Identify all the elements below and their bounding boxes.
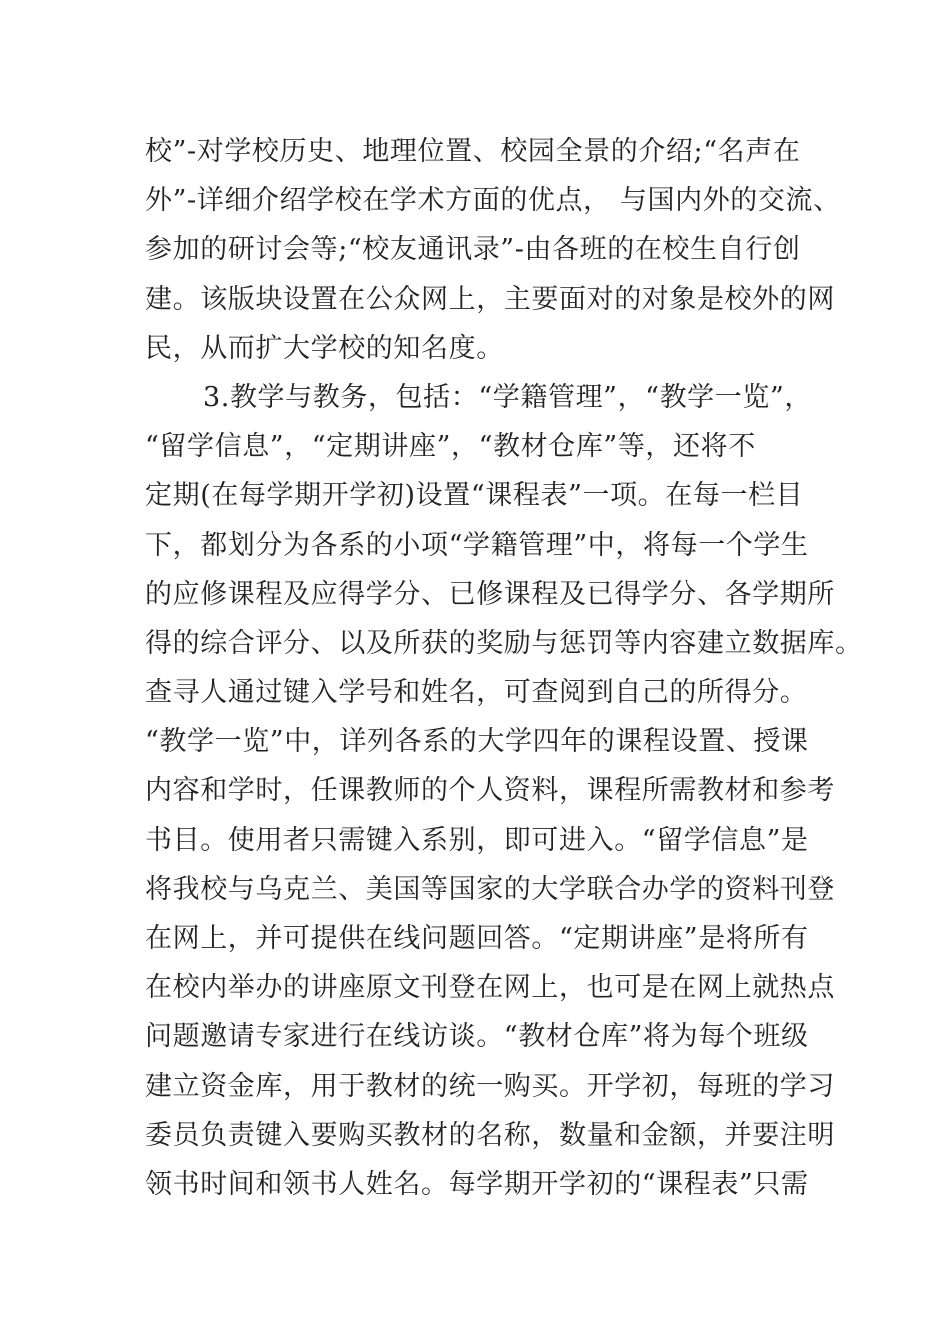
body-text bbox=[145, 127, 863, 1209]
text-line: 外”-详细介绍学校在学术方面的优点， 与国内外的交流、 bbox=[145, 185, 841, 217]
text-line: 民，从而扩大学校的知名度。 bbox=[145, 332, 504, 364]
text-line: 在网上，并可提供在线问题回答。“定期讲座”是将所有 bbox=[145, 923, 809, 954]
text-line: 问题邀请专家进行在线访谈。“教材仓库”将为每个班级 bbox=[145, 1021, 809, 1053]
section-heading-line: 3.教学与教务，包括：“学籍管理”，“教学一览”， bbox=[203, 381, 812, 413]
text-line: 在校内举办的讲座原文刊登在网上，也可是在网上就热点 bbox=[145, 972, 835, 1004]
text-line: 参加的研讨会等;“校友通讯录”-由各班的在校生自行创 bbox=[145, 234, 801, 266]
text-line: 建立资金库，用于教材的统一购买。开学初，每班的学习 bbox=[145, 1070, 835, 1102]
text-line: 下，都划分为各系的小项“学籍管理”中，将每一个学生 bbox=[145, 529, 809, 561]
text-line: 内容和学时，任课教师的个人资料，课程所需教材和参考 bbox=[145, 775, 835, 807]
text-line: 校”-对学校历史、地理位置、校园全景的介绍;“名声在 bbox=[145, 136, 801, 167]
text-line: 查寻人通过键入学号和姓名，可查阅到自己的所得分。 bbox=[145, 677, 808, 709]
text-line: 定期(在每学期开学初)设置“课程表”一项。在每一栏目 bbox=[145, 480, 804, 512]
text-line: 得的综合评分、以及所获的奖励与惩罚等内容建立数据库。 bbox=[145, 627, 863, 659]
text-line: 领书时间和领书人姓名。每学期开学初的“课程表”只需 bbox=[145, 1168, 809, 1200]
text-line: 将我校与乌克兰、美国等国家的大学联合办学的资料刊登 bbox=[145, 873, 835, 905]
text-line: “留学信息”，“定期讲座”，“教材仓库”等，还将不 bbox=[145, 431, 756, 463]
text-line: 委员负责键入要购买教材的名称，数量和金额，并要注明 bbox=[145, 1119, 835, 1151]
text-line: 书目。使用者只需键入系别，即可进入。“留学信息”是 bbox=[145, 824, 809, 856]
text-line: 建。该版块设置在公众网上，主要面对的对象是校外的网 bbox=[145, 283, 835, 315]
text-line: “教学一览”中，详列各系的大学四年的课程设置、授课 bbox=[145, 726, 809, 758]
text-line: 的应修课程及应得学分、已修课程及已得学分、各学期所 bbox=[145, 578, 835, 610]
